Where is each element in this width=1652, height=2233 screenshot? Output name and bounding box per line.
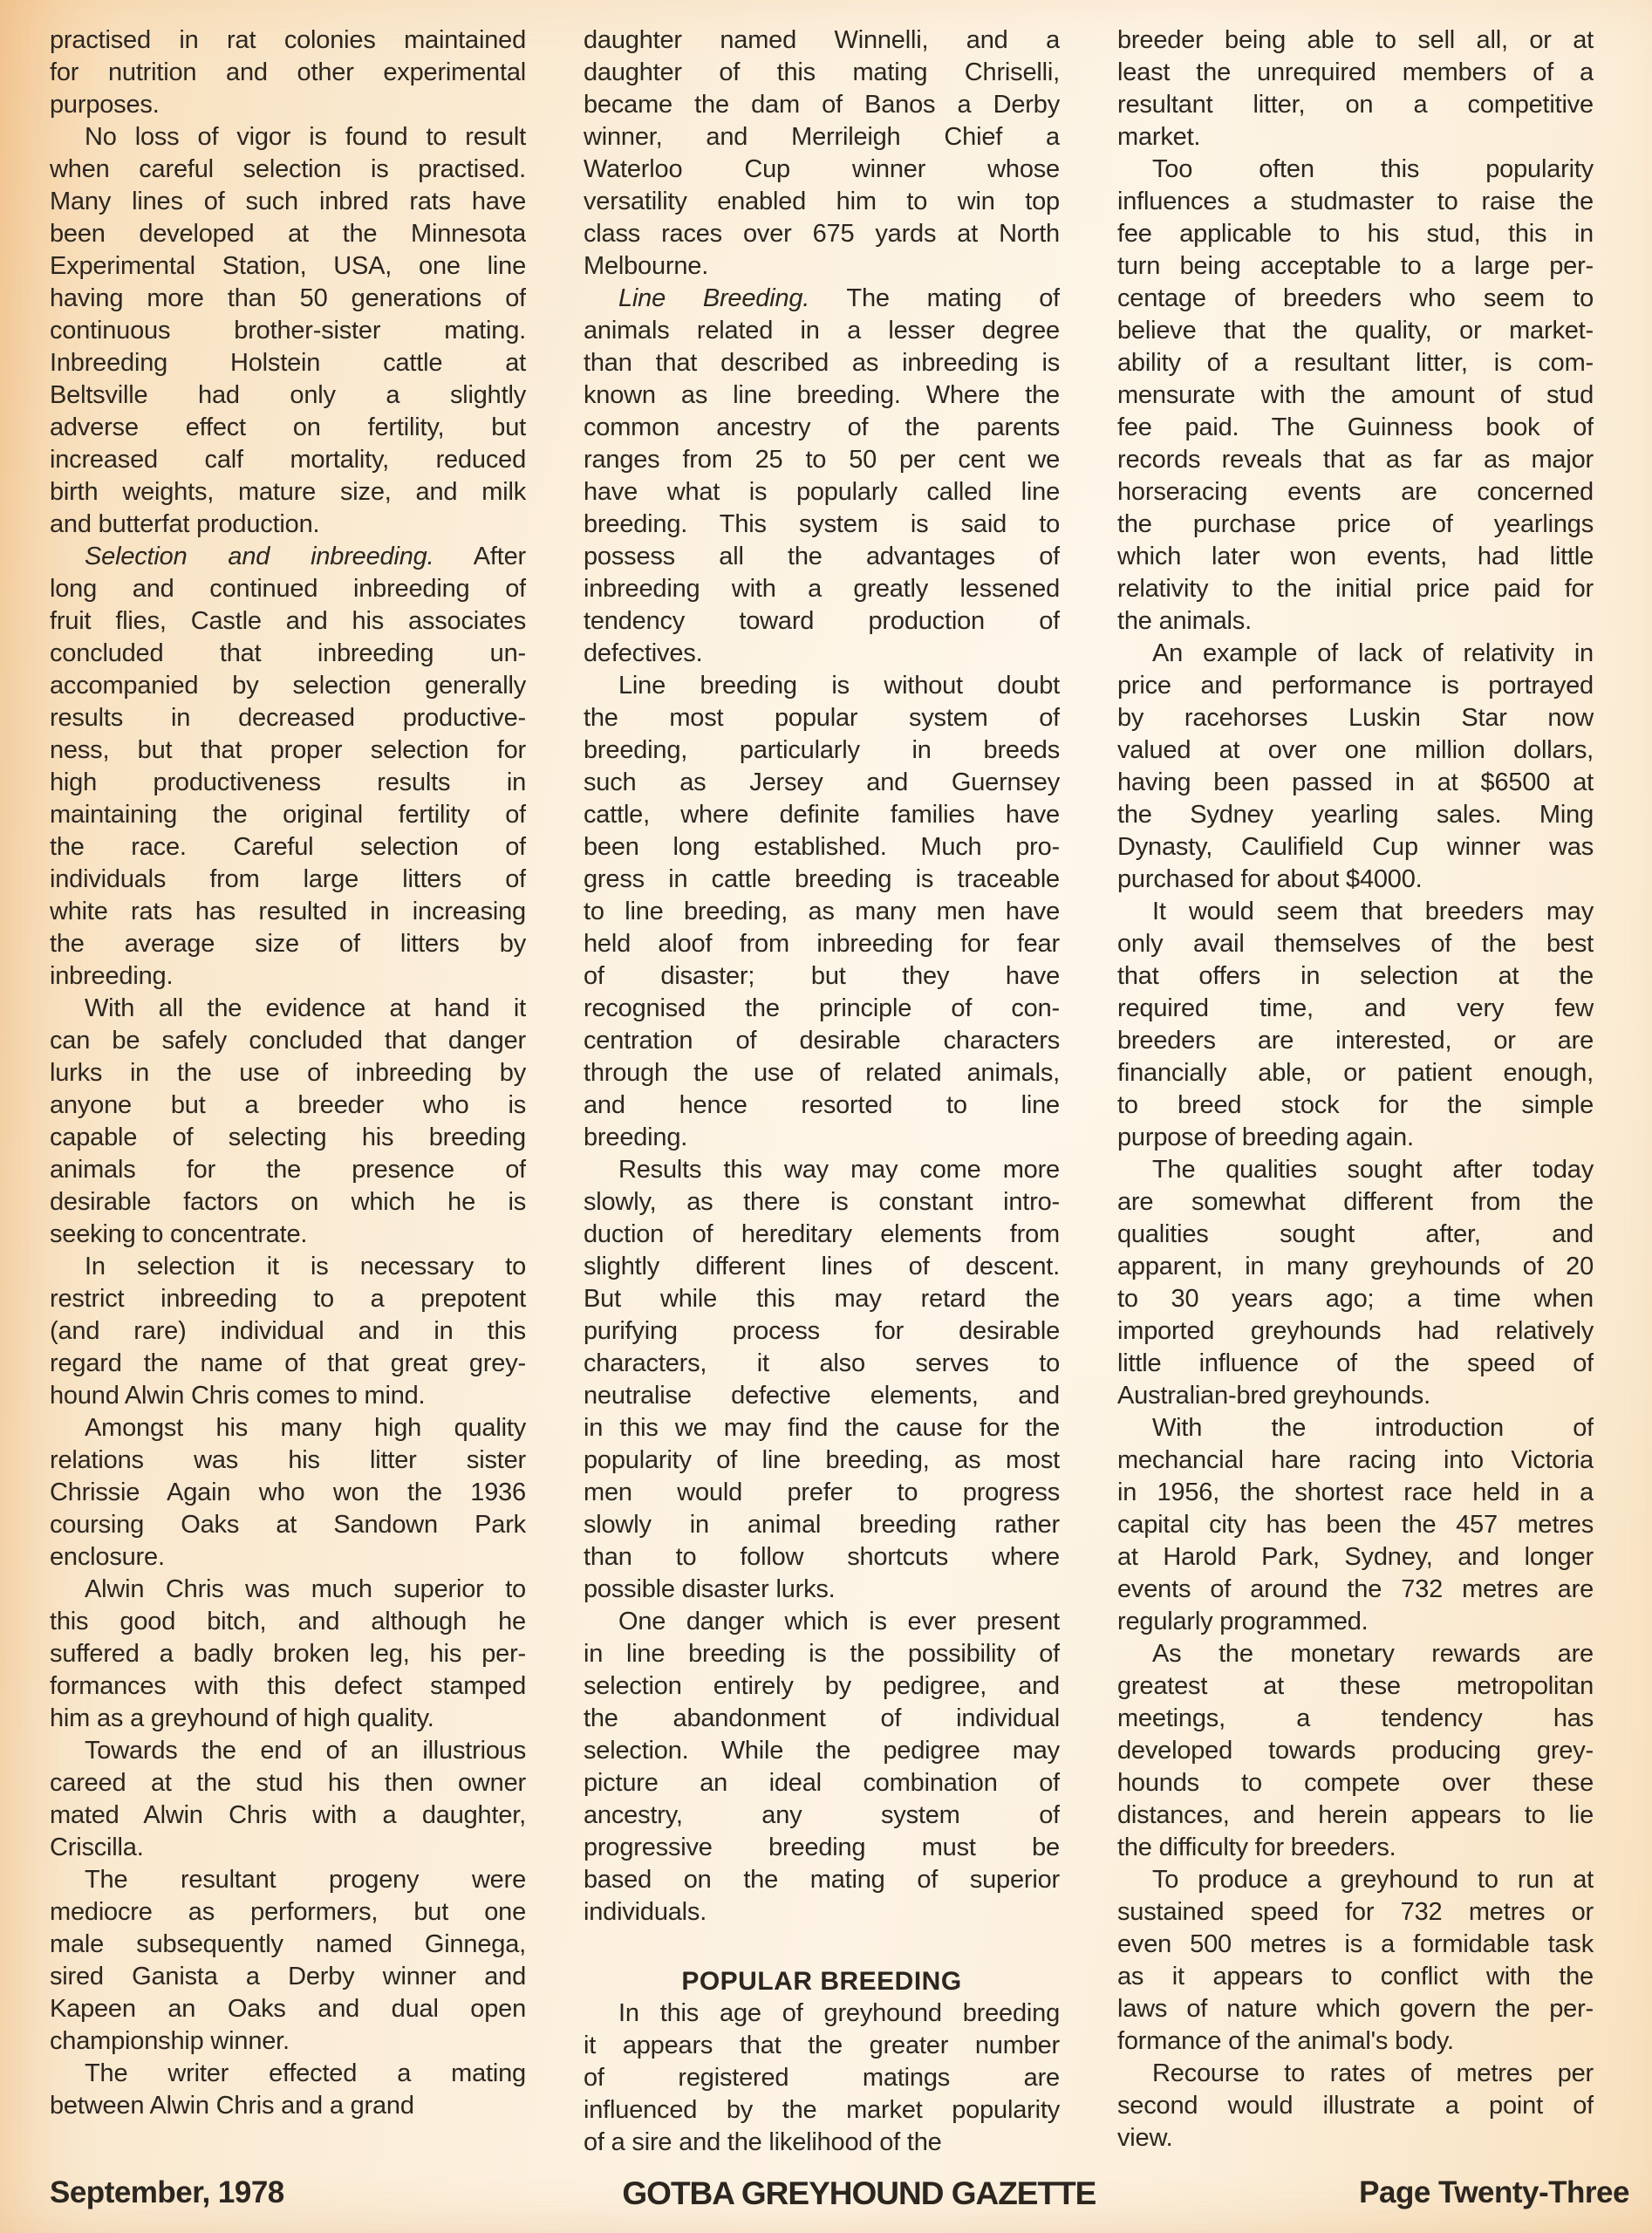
text-line: hounds to compete over these	[1117, 1769, 1594, 1797]
text-line: concluded that inbreeding un-	[50, 639, 526, 667]
text-line: purposes.	[50, 91, 160, 119]
text-line: Selection and inbreeding. After	[85, 543, 526, 570]
text-line: been developed at the Minnesota	[50, 220, 526, 248]
column-2	[584, 24, 1060, 2159]
text-line: men would prefer to progress	[584, 1478, 1060, 1506]
text-line: to 30 years ago; a time when	[1117, 1285, 1594, 1313]
text-line: versatility enabled him to win top	[584, 188, 1060, 215]
text-line: have what is popularly called line	[584, 478, 1060, 506]
footer-issue-date: September, 1978	[50, 2175, 284, 2209]
text-line: to breed stock for the simple	[1117, 1091, 1594, 1119]
text-line: formance of the animal's body.	[1117, 2027, 1454, 2055]
text-line: mated Alwin Chris with a daughter,	[50, 1801, 526, 1829]
text-line: accompanied by selection generally	[50, 672, 526, 700]
text-line: ancestry, any system of	[584, 1801, 1060, 1829]
text-line: championship winner.	[50, 2027, 290, 2055]
text-line: class races over 675 yards at North	[584, 220, 1060, 248]
text-line: centration of desirable characters	[584, 1027, 1060, 1055]
text-line: Beltsville had only a slightly	[50, 381, 526, 409]
text-line: fruit flies, Castle and his associates	[50, 607, 526, 635]
text-line: at Harold Park, Sydney, and longer	[1117, 1543, 1594, 1571]
text-line: distances, and herein appears to lie	[1117, 1801, 1594, 1829]
text-line: continuous brother-sister mating.	[50, 317, 526, 345]
text-line: Too often this popularity	[1152, 155, 1594, 183]
text-line: apparent, in many greyhounds of 20	[1117, 1253, 1594, 1280]
text-line: of registered matings are	[584, 2064, 1060, 2092]
text-line: Australian-bred greyhounds.	[1117, 1382, 1430, 1410]
text-line: long and continued inbreeding of	[50, 575, 526, 603]
text-line: records reveals that as far as major	[1117, 446, 1594, 474]
text-line: mensurate with the amount of stud	[1117, 381, 1594, 409]
text-line: imported greyhounds had relatively	[1117, 1317, 1594, 1345]
text-line: events of around the 732 metres are	[1117, 1575, 1594, 1603]
text-line: Criscilla.	[50, 1834, 144, 1861]
text-line: as it appears to conflict with the	[1117, 1963, 1594, 1991]
text-line: are somewhat different from the	[1117, 1188, 1594, 1216]
text-line: the most popular system of	[584, 704, 1060, 732]
text-line: popularity of line breeding, as most	[584, 1446, 1060, 1474]
text-line: slightly different lines of descent.	[584, 1253, 1060, 1280]
text-line: selection. While the pedigree may	[584, 1737, 1060, 1765]
text-line: careed at the stud his then owner	[50, 1769, 526, 1797]
text-line: regard the name of that great grey-	[50, 1349, 526, 1377]
text-line: having more than 50 generations of	[50, 284, 526, 312]
text-line: the race. Careful selection of	[50, 833, 526, 861]
text-line: With the introduction of	[1152, 1414, 1594, 1442]
text-line: high productiveness results in	[50, 768, 526, 796]
text-line: coursing Oaks at Sandown Park	[50, 1511, 526, 1539]
text-line: birth weights, mature size, and milk	[50, 478, 526, 506]
text-line: characters, it also serves to	[584, 1349, 1060, 1377]
text-line: slowly in animal breeding rather	[584, 1511, 1060, 1539]
text-line: even 500 metres is a formidable task	[1117, 1930, 1594, 1958]
text-line: relations was his litter sister	[50, 1446, 526, 1474]
text-line: breeders are interested, or are	[1117, 1027, 1594, 1055]
section-heading-popular-breeding: POPULAR BREEDING	[681, 1967, 962, 1996]
text-line: and butterfat production.	[50, 510, 320, 538]
text-line: restrict inbreeding to a prepotent	[50, 1285, 526, 1313]
text-line: the difficulty for breeders.	[1117, 1834, 1396, 1861]
text-line: least the unrequired members of a	[1117, 58, 1594, 86]
text-line: Recourse to rates of metres per	[1152, 2059, 1594, 2087]
text-line: The resultant progeny were	[85, 1866, 526, 1894]
text-line: As the monetary rewards are	[1152, 1640, 1594, 1668]
text-line: of disaster; but they have	[584, 962, 1060, 990]
text-line: laws of nature which govern the per-	[1117, 1995, 1594, 2023]
text-line: picture an ideal combination of	[584, 1769, 1060, 1797]
text-line: influences a studmaster to raise the	[1117, 188, 1594, 215]
text-line: known as line breeding. Where the	[584, 381, 1060, 409]
text-line: developed towards producing grey-	[1117, 1737, 1594, 1765]
text-line: breeding.	[584, 1123, 688, 1151]
text-line: mediocre as performers, but one	[50, 1898, 526, 1926]
text-line: relativity to the initial price paid for	[1117, 575, 1594, 603]
text-line: the Sydney yearling sales. Ming	[1117, 801, 1594, 829]
text-line: Towards the end of an illustrious	[85, 1737, 526, 1765]
text-line: between Alwin Chris and a grand	[50, 2092, 414, 2120]
text-line: mechancial hare racing into Victoria	[1117, 1446, 1594, 1474]
text-line: Inbreeding Holstein cattle at	[50, 349, 526, 377]
text-line: individuals.	[584, 1898, 707, 1926]
text-line: practised in rat colonies maintained	[50, 26, 526, 54]
text-line: to line breeding, as many men have	[584, 898, 1060, 925]
text-line: sired Ganista a Derby winner and	[50, 1963, 526, 1991]
text-line: turn being acceptable to a large per-	[1117, 252, 1594, 280]
text-line: With all the evidence at hand it	[85, 994, 526, 1022]
text-line: It would seem that breeders may	[1152, 898, 1594, 925]
text-line: slowly, as there is constant intro-	[584, 1188, 1060, 1216]
text-line: meetings, a tendency has	[1117, 1704, 1594, 1732]
column-1	[50, 24, 526, 2122]
text-line: animals related in a lesser degree	[584, 317, 1060, 345]
text-line: duction of hereditary elements from	[584, 1220, 1060, 1248]
text-line: inbreeding.	[50, 962, 174, 990]
text-line: enclosure.	[50, 1543, 165, 1571]
text-line: breeding, particularly in breeds	[584, 736, 1060, 764]
text-line: tendency toward production of	[584, 607, 1060, 635]
text-line: Amongst his many high quality	[85, 1414, 526, 1442]
text-line: One danger which is ever present	[618, 1608, 1060, 1635]
text-line: it appears that the greater number	[584, 2032, 1060, 2059]
text-line: valued at over one million dollars,	[1117, 736, 1594, 764]
text-line: white rats has resulted in increasing	[50, 898, 526, 925]
text-line: held aloof from inbreeding for fear	[584, 930, 1060, 958]
text-line: daughter of this mating Chriselli,	[584, 58, 1060, 86]
text-line: adverse effect on fertility, but	[50, 413, 526, 441]
text-line: suffered a badly broken leg, his per-	[50, 1640, 526, 1668]
text-line: the purchase price of yearlings	[1117, 510, 1594, 538]
text-line: capital city has been the 457 metres	[1117, 1511, 1594, 1539]
text-line: male subsequently named Ginnega,	[50, 1930, 526, 1958]
text-line: maintaining the original fertility of	[50, 801, 526, 829]
text-line: Line breeding is without doubt	[618, 672, 1060, 700]
text-line: capable of selecting his breeding	[50, 1123, 526, 1151]
text-line: seeking to concentrate.	[50, 1220, 308, 1248]
text-line: (and rare) individual and in this	[50, 1317, 526, 1345]
text-line: greatest at these metropolitan	[1117, 1672, 1594, 1700]
text-line: him as a greyhound of high quality.	[50, 1704, 434, 1732]
text-line: the animals.	[1117, 607, 1252, 635]
text-line: market.	[1117, 123, 1201, 151]
text-line: through the use of related animals,	[584, 1059, 1060, 1087]
text-line: influenced by the market popularity	[584, 2096, 1060, 2124]
text-line: little influence of the speed of	[1117, 1349, 1594, 1377]
text-line: of a sire and the likelihood of the	[584, 2128, 942, 2156]
text-line: can be safely concluded that danger	[50, 1027, 526, 1055]
text-line: But while this may retard the	[584, 1285, 1060, 1313]
text-line: this good bitch, and although he	[50, 1608, 526, 1635]
text-line: based on the mating of superior	[584, 1866, 1060, 1894]
text-line: became the dam of Banos a Derby	[584, 91, 1060, 119]
text-line: by racehorses Luskin Star now	[1117, 704, 1594, 732]
text-line: having been passed in at $6500 at	[1117, 768, 1594, 796]
text-line: No loss of vigor is found to result	[85, 123, 526, 151]
text-line: horseracing events are concerned	[1117, 478, 1594, 506]
text-line: An example of lack of relativity in	[1152, 639, 1594, 667]
text-line: desirable factors on which he is	[50, 1188, 526, 1216]
text-line: ability of a resultant litter, is com-	[1117, 349, 1594, 377]
text-line: Waterloo Cup winner whose	[584, 155, 1060, 183]
text-line: purchased for about $4000.	[1117, 865, 1423, 893]
text-line: ness, but that proper selection for	[50, 736, 526, 764]
text-line: price and performance is portrayed	[1117, 672, 1594, 700]
text-line: the abandonment of individual	[584, 1704, 1060, 1732]
text-line: Alwin Chris was much superior to	[85, 1575, 526, 1603]
text-line: only avail themselves of the best	[1117, 930, 1594, 958]
text-line: formances with this defect stamped	[50, 1672, 526, 1700]
text-line: in 1956, the shortest race held in a	[1117, 1478, 1594, 1506]
text-line: selection entirely by pedigree, and	[584, 1672, 1060, 1700]
text-line: possible disaster lurks.	[584, 1575, 836, 1603]
text-line: individuals from large litters of	[50, 865, 526, 893]
text-line: Chrissie Again who won the 1936	[50, 1478, 526, 1506]
text-line: Line Breeding. The mating of	[618, 284, 1060, 312]
text-line: The writer effected a mating	[85, 2059, 526, 2087]
text-line: winner, and Merrileigh Chief a	[584, 123, 1060, 151]
text-line: purpose of breeding again.	[1117, 1123, 1414, 1151]
text-line: financially able, or patient enough,	[1117, 1059, 1594, 1087]
text-line: Melbourne.	[584, 252, 709, 280]
text-line: regularly programmed.	[1117, 1608, 1369, 1635]
text-line: inbreeding with a greatly lessened	[584, 575, 1060, 603]
text-line: believe that the quality, or market-	[1117, 317, 1594, 345]
text-line: purifying process for desirable	[584, 1317, 1060, 1345]
text-line: centage of breeders who seem to	[1117, 284, 1594, 312]
text-line: cattle, where definite families have	[584, 801, 1060, 829]
text-line: and hence resorted to line	[584, 1091, 1060, 1119]
text-line: lurks in the use of inbreeding by	[50, 1059, 526, 1087]
text-line: been long established. Much pro-	[584, 833, 1060, 861]
text-line: view.	[1117, 2124, 1173, 2152]
text-line: in line breeding is the possibility of	[584, 1640, 1060, 1668]
text-line: in this we may find the cause for the	[584, 1414, 1060, 1442]
text-line: Dynasty, Caulifield Cup winner was	[1117, 833, 1594, 861]
text-line: neutralise defective elements, and	[584, 1382, 1060, 1410]
text-line: anyone but a breeder who is	[50, 1091, 526, 1119]
text-line: such as Jersey and Guernsey	[584, 768, 1060, 796]
text-line: fee paid. The Guinness book of	[1117, 413, 1594, 441]
text-line: The qualities sought after today	[1152, 1156, 1594, 1184]
text-line: hound Alwin Chris comes to mind.	[50, 1382, 426, 1410]
text-line: daughter named Winnelli, and a	[584, 26, 1060, 54]
text-line: Kapeen an Oaks and dual open	[50, 1995, 526, 2023]
text-line: resultant litter, on a competitive	[1117, 91, 1594, 119]
text-line: fee applicable to his stud, this in	[1117, 220, 1594, 248]
text-line: Experimental Station, USA, one line	[50, 252, 526, 280]
text-line: To produce a greyhound to run at	[1152, 1866, 1594, 1894]
text-line: than that described as inbreeding is	[584, 349, 1060, 377]
text-line: than to follow shortcuts where	[584, 1543, 1060, 1571]
footer-masthead: GOTBA GREYHOUND GAZETTE	[622, 2175, 1096, 2211]
text-line: which later won events, had little	[1117, 543, 1594, 570]
text-line: breeding. This system is said to	[584, 510, 1060, 538]
text-line: gress in cattle breeding is traceable	[584, 865, 1060, 893]
text-line: qualities sought after, and	[1117, 1220, 1594, 1248]
text-line: possess all the advantages of	[584, 543, 1060, 570]
text-line: second would illustrate a point of	[1117, 2092, 1594, 2120]
footer-page-number: Page Twenty-Three	[1359, 2175, 1629, 2209]
column-3	[1117, 24, 1594, 2154]
text-line: that offers in selection at the	[1117, 962, 1594, 990]
text-line: In this age of greyhound breeding	[618, 1999, 1060, 2027]
text-line: required time, and very few	[1117, 994, 1594, 1022]
text-line: recognised the principle of con-	[584, 994, 1060, 1022]
text-line: results in decreased productive-	[50, 704, 526, 732]
text-line: Results this way may come more	[618, 1156, 1060, 1184]
text-line: ranges from 25 to 50 per cent we	[584, 446, 1060, 474]
text-line: animals for the presence of	[50, 1156, 526, 1184]
text-line: common ancestry of the parents	[584, 413, 1060, 441]
text-line: progressive breeding must be	[584, 1834, 1060, 1861]
text-line: In selection it is necessary to	[85, 1253, 526, 1280]
text-line: defectives.	[584, 639, 703, 667]
text-line: when careful selection is practised.	[50, 155, 526, 183]
text-line: for nutrition and other experimental	[50, 58, 526, 86]
text-line: breeder being able to sell all, or at	[1117, 26, 1594, 54]
text-line: increased calf mortality, reduced	[50, 446, 526, 474]
text-line: sustained speed for 732 metres or	[1117, 1898, 1594, 1926]
text-line: Many lines of such inbred rats have	[50, 188, 526, 215]
text-line: the average size of litters by	[50, 930, 526, 958]
